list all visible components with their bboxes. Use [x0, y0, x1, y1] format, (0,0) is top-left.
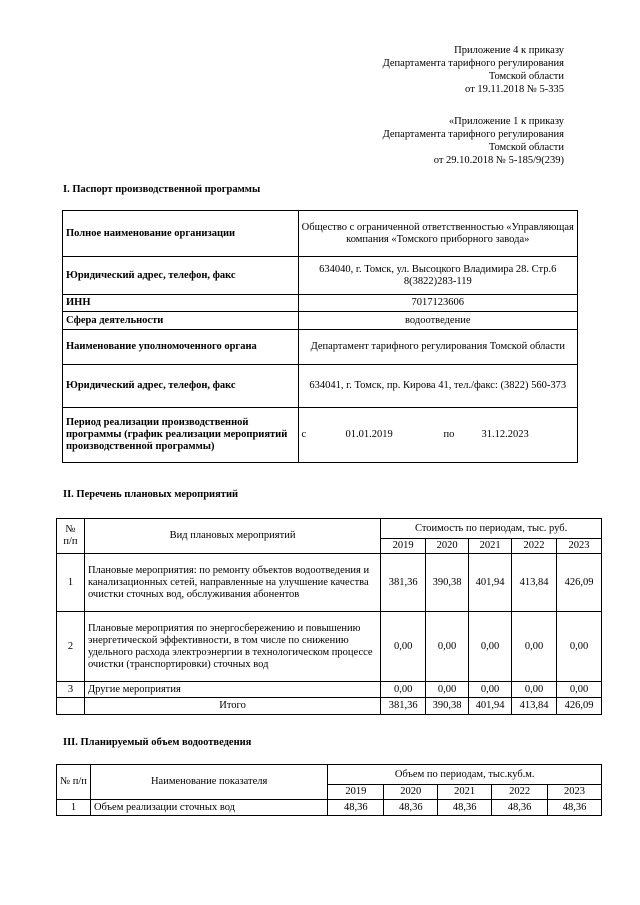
col-name-header: Вид плановых мероприятий — [84, 519, 380, 554]
total-value: 390,38 — [426, 698, 469, 715]
total-empty-cell — [57, 698, 85, 715]
row-label: Юридический адрес, телефон, факс — [63, 365, 299, 408]
header-line: от 19.11.2018 № 5-335 — [465, 84, 564, 95]
row-value: 0,00 — [557, 682, 602, 698]
period-label: Период реализации производственной программы (график реализации мероприятий производственной программы) — [63, 408, 299, 463]
row-value: Общество с ограниченной ответственностью «Управляющая компания «Томского приборного завода» — [298, 211, 577, 257]
year-header: 2023 — [548, 785, 602, 800]
measures-table — [56, 518, 602, 715]
row-value: 0,00 — [426, 682, 469, 698]
year-header: 2019 — [328, 785, 384, 800]
volume-table — [56, 764, 602, 816]
row-num: 1 — [57, 554, 85, 612]
section3-title: III. Планируемый объем водоотведения — [63, 737, 252, 748]
row-value: 634040, г. Томск, ул. Высоцкого Владимира 28. Стр.6 8(3822)283-119 — [298, 257, 577, 295]
total-row — [57, 698, 602, 715]
row-value: 48,36 — [328, 800, 384, 816]
row-value: 413,84 — [512, 554, 557, 612]
year-header: 2019 — [381, 539, 426, 554]
table-row — [63, 257, 578, 295]
table-row — [63, 295, 578, 312]
row-name: Плановые мероприятия: по ремонту объектов водоотведения и канализационных сетей, направленные на улучшение качества очистки сточных вод, обслуживания абонентов — [84, 554, 380, 612]
year-header: 2021 — [438, 785, 492, 800]
total-value: 401,94 — [469, 698, 512, 715]
section1-title: I. Паспорт производственной программы — [63, 184, 261, 195]
period-to-word: по — [443, 429, 455, 440]
period-value — [298, 408, 577, 463]
row-value: 48,36 — [438, 800, 492, 816]
row-label: Юридический адрес, телефон, факс — [63, 257, 299, 295]
col-name-header: Наименование показателя — [90, 765, 327, 800]
row-value: 48,36 — [492, 800, 548, 816]
row-value: Департамент тарифного регулирования Томской области — [298, 330, 577, 365]
table-row — [63, 408, 578, 463]
row-value: 48,36 — [548, 800, 602, 816]
section2-title: II. Перечень плановых мероприятий — [63, 489, 239, 500]
table-row — [63, 330, 578, 365]
table-header-row — [57, 765, 602, 785]
header-line: от 29.10.2018 № 5-185/9(239) — [433, 155, 564, 166]
row-num: 3 — [57, 682, 85, 698]
row-value: 381,36 — [381, 554, 426, 612]
row-label: ИНН — [63, 295, 299, 312]
table-row — [63, 312, 578, 330]
row-name: Объем реализации сточных вод — [90, 800, 327, 816]
row-label: Сфера деятельности — [63, 312, 299, 330]
row-label: Полное наименование организации — [63, 211, 299, 257]
table-row — [57, 554, 602, 612]
table-header-row — [57, 519, 602, 539]
col-volume-header: Объем по периодам, тыс.куб.м. — [328, 765, 602, 785]
row-value: 0,00 — [512, 682, 557, 698]
row-value: 0,00 — [469, 612, 512, 682]
year-header: 2021 — [469, 539, 512, 554]
row-value: 7017123606 — [298, 295, 577, 312]
row-value: 0,00 — [512, 612, 557, 682]
header-line: Приложение 4 к приказу — [454, 45, 564, 56]
header-line: Департамента тарифного регулирования — [382, 58, 564, 69]
col-cost-header: Стоимость по периодам, тыс. руб. — [381, 519, 602, 539]
table-row — [63, 211, 578, 257]
year-header: 2022 — [512, 539, 557, 554]
year-header: 2023 — [557, 539, 602, 554]
row-name: Другие мероприятия — [84, 682, 380, 698]
row-value: водоотведение — [298, 312, 577, 330]
header-line: Департамента тарифного регулирования — [382, 129, 564, 140]
header-line: Томской области — [488, 71, 564, 82]
table-row — [63, 365, 578, 408]
col-num-header: № п/п — [57, 519, 85, 554]
year-header: 2022 — [492, 785, 548, 800]
original-order-reference — [383, 115, 564, 167]
row-value: 634041, г. Томск, пр. Кирова 41, тел./факс: (3822) 560-373 — [298, 365, 577, 408]
total-value: 426,09 — [557, 698, 602, 715]
period-from-word: с — [301, 429, 307, 440]
row-value: 0,00 — [426, 612, 469, 682]
total-label: Итого — [84, 698, 380, 715]
total-value: 381,36 — [381, 698, 426, 715]
period-from-date: 01.01.2019 — [345, 429, 393, 440]
total-value: 413,84 — [512, 698, 557, 715]
order-reference — [383, 44, 564, 96]
table-row — [57, 612, 602, 682]
row-num: 2 — [57, 612, 85, 682]
row-num: 1 — [57, 800, 91, 816]
col-num-header: № п/п — [57, 765, 91, 800]
period-to-date: 31.12.2023 — [481, 429, 529, 440]
row-value: 426,09 — [557, 554, 602, 612]
row-label: Наименование уполномоченного органа — [63, 330, 299, 365]
header-line: «Приложение 1 к приказу — [448, 116, 564, 127]
row-value: 0,00 — [557, 612, 602, 682]
row-value: 401,94 — [469, 554, 512, 612]
year-header: 2020 — [426, 539, 469, 554]
row-value: 0,00 — [381, 612, 426, 682]
row-value: 48,36 — [384, 800, 438, 816]
row-value: 0,00 — [381, 682, 426, 698]
passport-table — [62, 210, 578, 463]
row-value: 390,38 — [426, 554, 469, 612]
table-row — [57, 800, 602, 816]
table-row — [57, 682, 602, 698]
row-name: Плановые мероприятия по энергосбережению и повышению энергетической эффективности, в том числе по снижению удельного расхода электроэнергии в технологическом процессе очистки (транспортировки) сточных вод — [84, 612, 380, 682]
header-line: Томской области — [488, 142, 564, 153]
year-header: 2020 — [384, 785, 438, 800]
row-value: 0,00 — [469, 682, 512, 698]
